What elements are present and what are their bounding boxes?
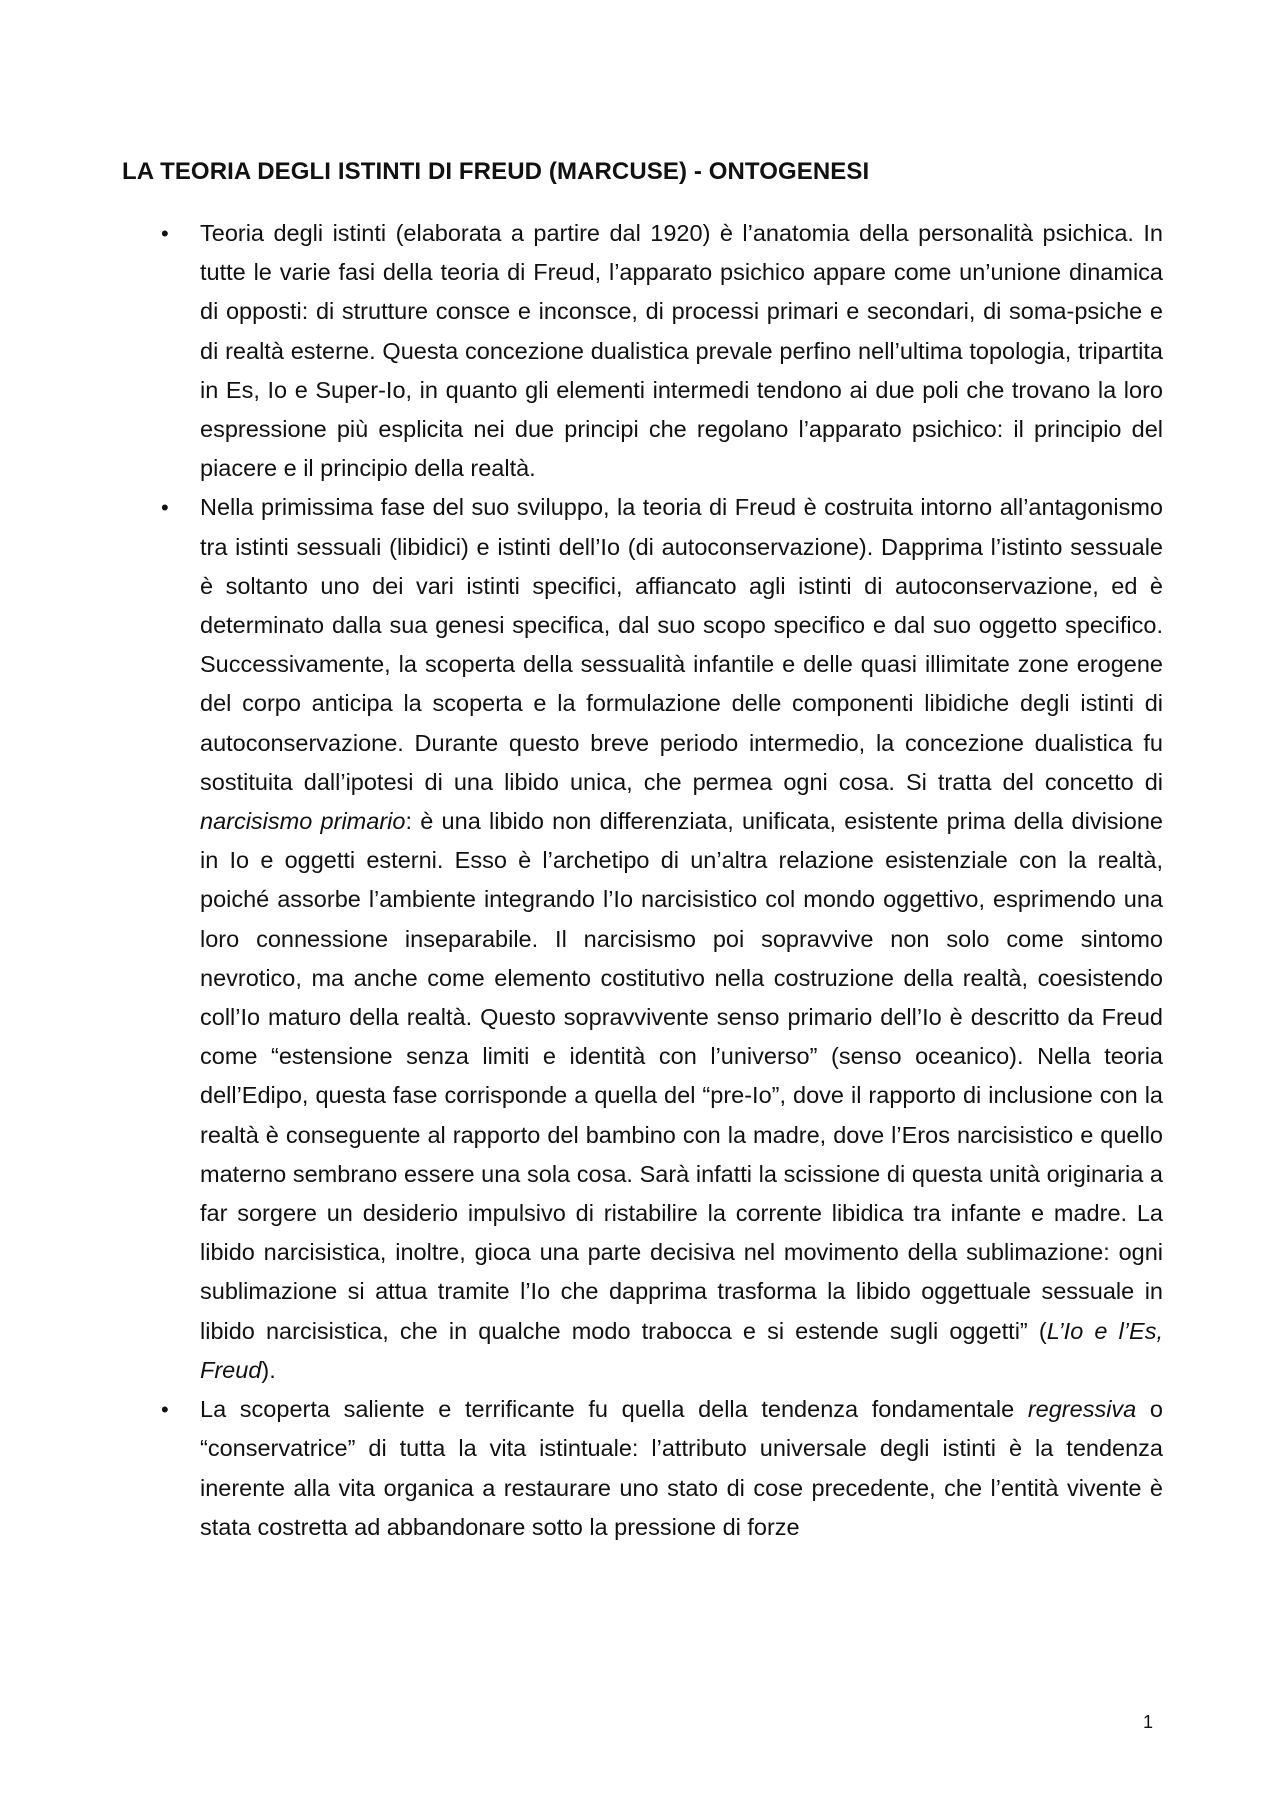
paragraph-text [200, 494, 1163, 1382]
italic-term: regressiva [1027, 1396, 1137, 1423]
paragraph-text-part: ). [261, 1356, 276, 1383]
bullet-icon: • [161, 1397, 169, 1423]
paragraph-text-part: Nella primissima fase del suo sviluppo, la teoria di Freud è costruita intorno all’antagonismo tra istinti sessuali (libidici) e istinti dell’Io (di autoconservazione). Dapprima l’istinto sessuale è soltanto uno dei vari istinti specifici, affiancato agli istinti di autoconservazione, ed è determinato dalla sua genesi specifica, dal suo scopo specifico e dal suo oggetto specifico. Successivamente, la scoperta della sessualità infantile e delle quasi illimitate zone erogene del corpo anticipa la scoperta e la formulazione delle componenti libidiche degli istinti di autoconservazione. Durante questo breve periodo intermedio, la concezione dualistica fu sostituita dall’ipotesi di una libido unica, che permea ogni cosa. Si tratta del concetto di [200, 494, 1163, 795]
italic-term: narcisismo primario [200, 808, 406, 835]
bullet-icon: • [161, 495, 169, 521]
paragraph-text [200, 1396, 1163, 1540]
bullet-icon: • [161, 221, 169, 246]
paragraph-text: Teoria degli istinti (elaborata a partire dal 1920) è l’anatomia della personalità psichica. In tutte le varie fasi della teoria di Freud, l’apparato psichico appare come un’unione dinamica di opposti: di strutture consce e inconsce, di processi primari e secondari, di soma-psiche e di realtà esterne. Questa concezione dualistica prevale perfino nell’ultima topologia, tripartita in Es, Io e Super-Io, in quanto gli elementi intermedi tendono ai due poli che trovano la loro espressione più esplicita nei due principi che regolano l’apparato psichico: il principio del piacere e il principio della realtà. [200, 220, 1163, 482]
italic-citation: L’Io e l’Es, Freud [200, 1317, 1163, 1383]
paragraph-text-part: o “conservatrice” di tutta la vita istintuale: l’attributo universale degli istinti è la tendenza inerente alla vita organica a restaurare uno stato di cose precedente, che l’entità vivente è stata costretta ad abbandonare sotto la pressione di forze [200, 1396, 1163, 1540]
bullet-list [0, 214, 1280, 1547]
page-number: 1 [1143, 1712, 1154, 1732]
bullet-item-1 [0, 214, 1163, 488]
paragraph-text-part: : è una libido non differenziata, unificata, esistente prima della divisione in Io e oggetti esterni. Esso è l’archetipo di un’altra relazione esistenziale con la realtà, poiché assorbe l’ambiente integrando l’Io narcisistico col mondo oggettivo, esprimendo una loro connessione inseparabile. Il narcisismo poi sopravvive non solo come sintomo nevrotico, ma anche come elemento costitutivo nella costruzione della realtà, coesistendo coll’Io maturo della realtà. Questo sopravvivente senso primario dell’Io è descritto da Freud come “estensione senza limiti e identità con l’universo” (senso oceanico). Nella teoria dell’Edipo, questa fase corrisponde a quella del “pre-Io”, dove il rapporto di inclusione con la realtà è conseguente al rapporto del bambino con la madre, dove l’Eros narcisistico e quello materno sembrano essere una sola cosa. Sarà infatti la scissione di questa unità originaria a far sorgere un desiderio impulsivo di ristabilire la corrente libidica tra infante e madre. La libido narcisistica, inoltre, gioca una parte decisiva nel movimento della sublimazione: ogni sublimazione si attua tramite l’Io che dapprima trasforma la libido oggettuale sessuale in libido narcisistica, che in qualche modo trabocca e si estende sugli oggetti” ( [200, 808, 1163, 1344]
bullet-item-3 [0, 1390, 1163, 1547]
bullet-item-2 [0, 488, 1163, 1390]
paragraph-text-part: La scoperta saliente e terrificante fu quella della tendenza fondamentale [200, 1396, 1028, 1423]
document-title: LA TEORIA DEGLI ISTINTI DI FREUD (MARCUSE) - ONTOGENESI [122, 158, 870, 185]
